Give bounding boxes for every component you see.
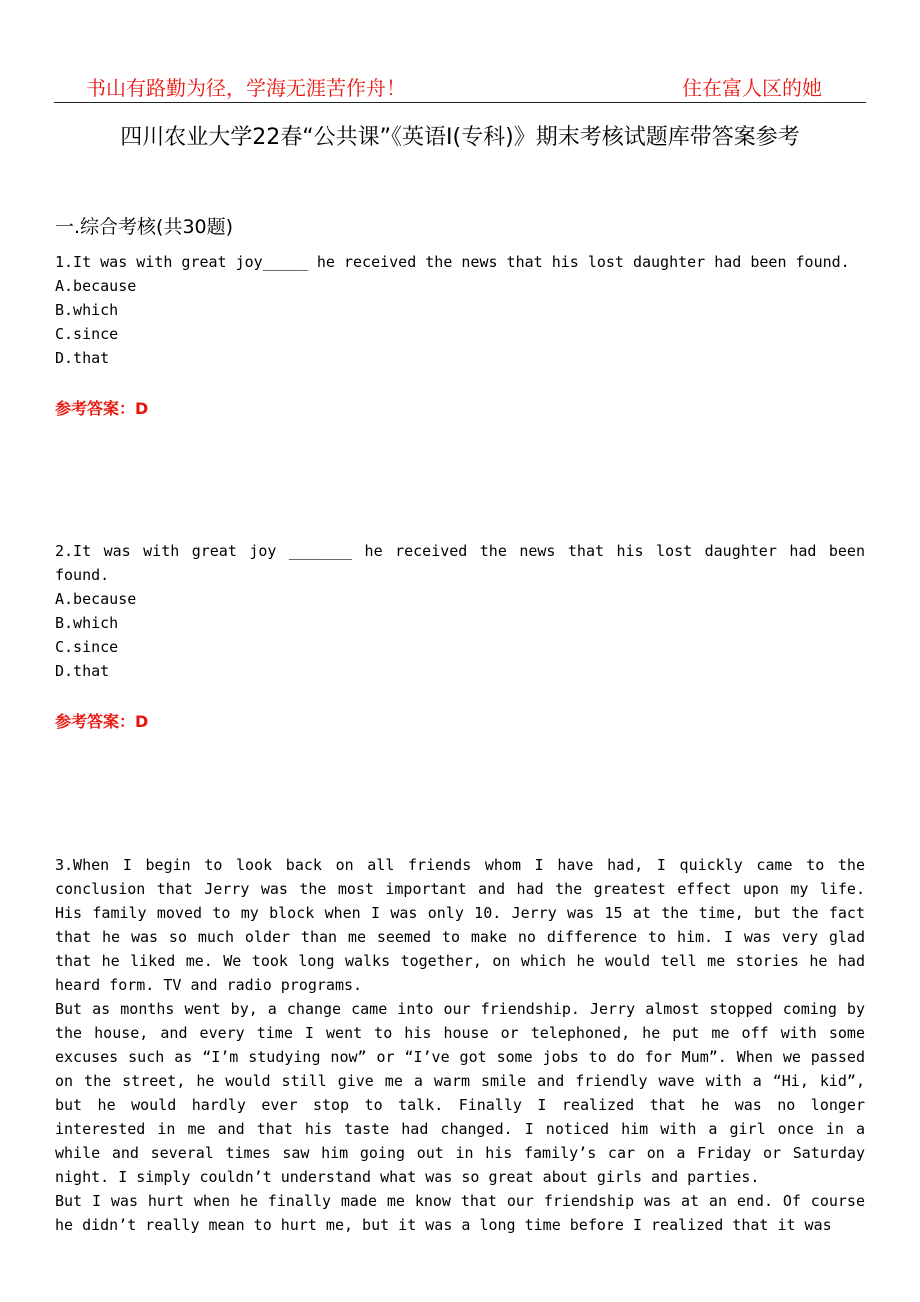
answer-1: 参考答案：D <box>55 399 149 418</box>
question-3 <box>55 853 865 1237</box>
option-d: D.that <box>55 662 110 680</box>
option-a: A.because <box>55 590 137 608</box>
header-slogan-left: 书山有路勤为径，学海无涯苦作舟！ <box>86 76 406 100</box>
option-c: C.since <box>55 325 119 343</box>
header-divider <box>54 102 866 103</box>
question-stem: 1.It was with great joy_____ he received the news that his lost daughter had been found. <box>55 253 850 271</box>
option-b: B.which <box>55 301 119 319</box>
option-d: D.that <box>55 349 110 367</box>
header-slogan-right: 住在富人区的她 <box>682 76 822 100</box>
passage-paragraph: 3.When I begin to look back on all friends whom I have had, I quickly came to the conclusion that Jerry was the most important and had the greatest effect upon my life. His family moved to my block when I was only 10. Jerry was 15 at the time, but the fact that he was so much older than me seemed to make no difference to him. I was very glad that he liked me. We took long walks together, on which he would tell me stories he had heard form. TV and radio programs. <box>55 856 865 994</box>
option-c: C.since <box>55 638 119 656</box>
passage-paragraph: But I was hurt when he finally made me know that our friendship was at an end. Of course he didn’t really mean to hurt me, but it was a long time before I realized that it was <box>55 1192 865 1234</box>
document-title: 四川农业大学22春“公共课”《英语Ⅰ(专科)》期末考核试题库带答案参考 <box>120 125 800 150</box>
page-header <box>0 70 920 100</box>
answer-2: 参考答案：D <box>55 712 149 731</box>
question-stem: 2.It was with great joy _______ he received the news that his lost daughter had been found. <box>55 542 865 584</box>
option-b: B.which <box>55 614 119 632</box>
section-heading: 一.综合考核(共30题) <box>55 216 234 238</box>
question-2 <box>55 539 865 683</box>
passage-paragraph: But as months went by, a change came into our friendship. Jerry almost stopped coming by the house, and every time I went to his house or telephoned, he put me off with some excuses such as “I’m studying now” or “I’ve got some jobs to do for Mum”. When we passed on the street, he would still give me a warm smile and friendly wave with a “Hi, kid”, but he would hardly ever stop to talk. Finally I realized that he was no longer interested in me and that his taste had changed. I noticed him with a girl once in a while and several times saw him going out in his family’s car on a Friday or Saturday night. I simply couldn’t understand what was so great about girls and parties. <box>55 1000 865 1186</box>
option-a: A.because <box>55 277 137 295</box>
question-1 <box>55 250 865 370</box>
